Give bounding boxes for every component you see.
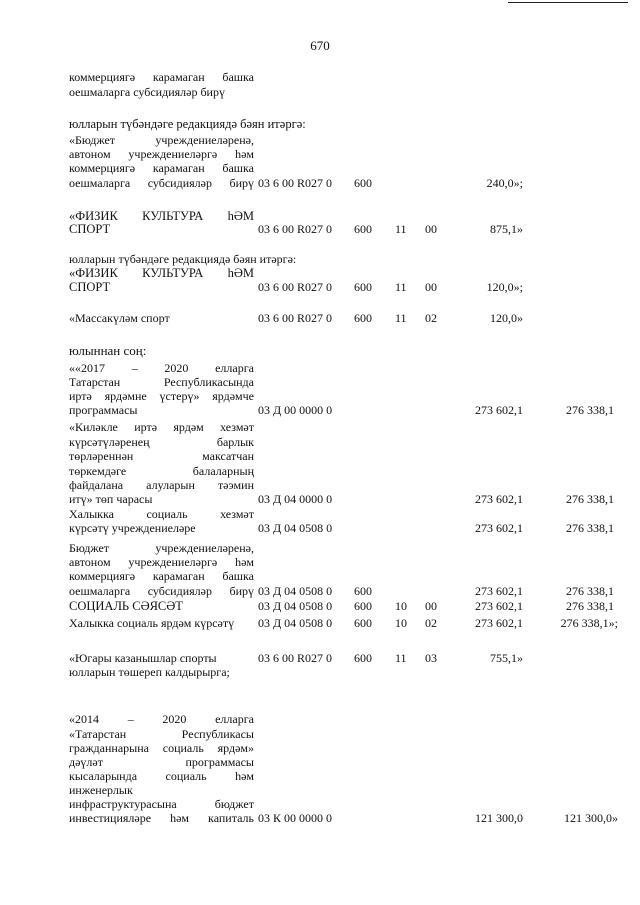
text-line: файдалана алуларын тәэмин <box>69 478 254 492</box>
pr-cell: 03 <box>425 651 437 665</box>
row-label: СПОРТ <box>69 280 111 294</box>
top-rule <box>508 2 628 3</box>
row-label: оешмаларга субсидияләр бирү <box>69 584 254 598</box>
amount-cell: 273 602,1 <box>475 521 523 535</box>
rz-cell: 10 <box>395 599 407 613</box>
instruction-line: юлларын түбәндәге редакциядә бәян итәргә: <box>69 252 297 266</box>
instruction-line: юлларын төшереп калдырырга; <box>69 665 230 679</box>
code-cell: 03 К 00 0000 0 <box>258 811 333 825</box>
row-label: оешмаларга субсидияләр бирү <box>69 176 254 190</box>
amount-cell: 273 602,1 <box>475 584 523 598</box>
amount-cell: 273 602,1 <box>475 599 523 613</box>
vr-cell: 600 <box>354 222 372 236</box>
rz-cell: 11 <box>395 280 407 294</box>
row-label: күрсәтү учреждениеләре <box>69 521 196 535</box>
vr-cell: 600 <box>354 599 372 613</box>
row-label: СПОРТ <box>69 222 111 236</box>
rz-cell: 11 <box>395 311 407 325</box>
code-cell: 03 6 00 R027 0 <box>258 222 333 236</box>
amount-cell-2: 276 338,1»; <box>560 616 618 630</box>
text-line: «2014 – 2020 елларга <box>69 712 254 726</box>
vr-cell: 600 <box>354 311 372 325</box>
row-label: инвестицияләре һәм капиталь <box>69 811 254 825</box>
page-number: 670 <box>310 38 330 53</box>
amount-cell: 240,0»; <box>486 176 523 190</box>
code-cell: 03 Д 04 0508 0 <box>258 521 333 535</box>
text-line: «Татарстан Республикасы <box>69 727 254 741</box>
rz-cell: 10 <box>395 616 407 630</box>
amount-cell: 273 602,1 <box>475 616 523 630</box>
text-line: оешмаларга субсидияләр бирү <box>69 85 225 99</box>
code-cell: 03 6 00 R027 0 <box>258 311 333 325</box>
pr-cell: 02 <box>425 311 437 325</box>
row-label: Халыкка социаль ярдәм күрсәтү <box>69 616 235 630</box>
text-line: дәүләт программасы <box>69 755 254 769</box>
vr-cell: 600 <box>354 280 372 294</box>
amount-cell-2: 276 338,1 <box>566 492 614 506</box>
row-label: «Югары казанышлар спорты <box>69 651 217 665</box>
text-line: «ФИЗИК КУЛЬТУРА һӘМ <box>69 209 254 223</box>
rz-cell: 11 <box>395 222 407 236</box>
text-line: ««2017 – 2020 елларга <box>69 361 254 375</box>
code-cell: 03 Д 04 0508 0 <box>258 616 333 630</box>
amount-cell-2: 121 300,0» <box>564 811 618 825</box>
code-cell: 03 Д 04 0000 0 <box>258 492 333 506</box>
pr-cell: 00 <box>425 280 437 294</box>
amount-cell-2: 276 338,1 <box>566 584 614 598</box>
text-line: күрсәтүләренең барлык <box>69 435 254 449</box>
text-line: төрләреннән максатчан <box>69 449 254 463</box>
text-line: инженерлык <box>69 783 133 797</box>
amount-cell: 120,0» <box>490 311 523 325</box>
text-line: Бюджет учреждениеләренә, <box>69 541 254 555</box>
text-line: автоном учреждениеләргә һәм <box>69 147 254 161</box>
rz-cell: 11 <box>395 651 407 665</box>
instruction-line: юлыннан соң: <box>69 343 147 358</box>
vr-cell: 600 <box>354 651 372 665</box>
text-line: автоном учреждениеләргә һәм <box>69 555 254 569</box>
text-line: гражданнарына социаль ярдәм» <box>69 741 254 755</box>
text-line: «Бюджет учреждениеләренә, <box>69 133 254 147</box>
text-line: кысаларында социаль һәм <box>69 769 254 783</box>
row-label: итү» төп чарасы <box>69 492 153 506</box>
amount-cell-2: 276 338,1 <box>566 403 614 417</box>
instruction-line: юлларын түбәндәге редакциядә бәян итәргә: <box>69 117 306 131</box>
vr-cell: 600 <box>354 616 372 630</box>
text-line: төркемдәге балаларның <box>69 464 254 478</box>
row-label: «Массакүләм спорт <box>69 311 170 325</box>
amount-cell: 875,1» <box>490 222 523 236</box>
text-line: «Киләкле иртә ярдәм хезмәт <box>69 420 254 434</box>
code-cell: 03 6 00 R027 0 <box>258 176 333 190</box>
pr-cell: 00 <box>425 599 437 613</box>
amount-cell: 120,0»; <box>486 280 523 294</box>
vr-cell: 600 <box>354 584 372 598</box>
code-cell: 03 Д 00 0000 0 <box>258 403 333 417</box>
vr-cell: 600 <box>354 176 372 190</box>
text-line: Халыкка социаль хезмәт <box>69 507 254 521</box>
amount-cell: 121 300,0 <box>475 811 523 825</box>
text-line: Татарстан Республикасында <box>69 375 254 389</box>
code-cell: 03 6 00 R027 0 <box>258 651 333 665</box>
amount-cell-2: 276 338,1 <box>566 521 614 535</box>
code-cell: 03 Д 04 0508 0 <box>258 599 333 613</box>
pr-cell: 00 <box>425 222 437 236</box>
text-line: коммерциягә карамаган башка <box>69 161 254 175</box>
code-cell: 03 Д 04 0508 0 <box>258 584 333 598</box>
text-line: «ФИЗИК КУЛЬТУРА һӘМ <box>69 266 254 280</box>
text-line: иртә ярдәмне үстерү» ярдәмче <box>69 389 254 403</box>
amount-cell-2: 276 338,1 <box>566 599 614 613</box>
row-label: программасы <box>69 403 138 417</box>
text-line: коммерциягә карамаган башка <box>69 569 254 583</box>
code-cell: 03 6 00 R027 0 <box>258 280 333 294</box>
text-line: инфраструктурасына бюджет <box>69 797 254 811</box>
row-label: СОЦИАЛЬ СӘЯСӘТ <box>69 599 183 613</box>
pr-cell: 02 <box>425 616 437 630</box>
amount-cell: 273 602,1 <box>475 403 523 417</box>
amount-cell: 273 602,1 <box>475 492 523 506</box>
text-line: коммерциягә карамаган башка <box>69 70 254 84</box>
amount-cell: 755,1» <box>490 651 523 665</box>
